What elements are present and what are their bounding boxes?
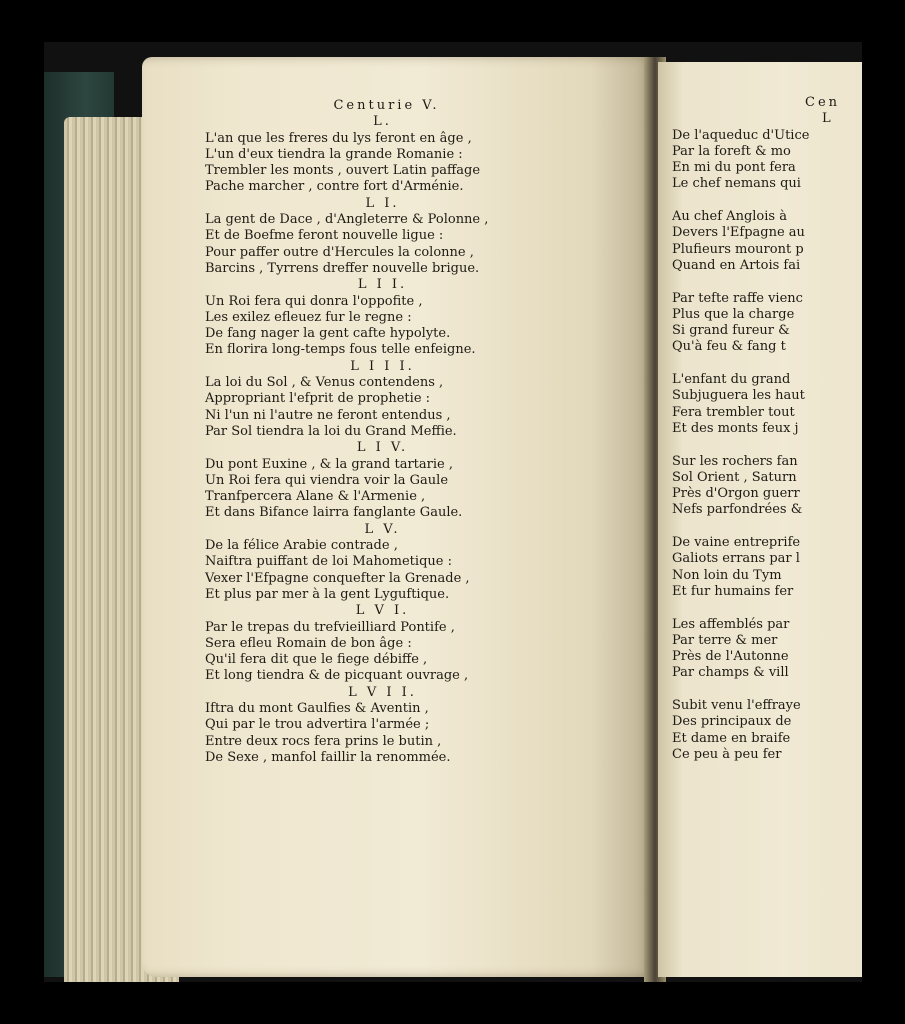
- verse-line: Qu'à feu & fang t: [672, 339, 786, 355]
- verse-line: Et fur humains fer: [672, 583, 794, 599]
- quatrain-number: L I V.: [356, 440, 409, 456]
- verse-line: Nefs parfondrées &: [672, 502, 803, 518]
- stanza-gap: [672, 519, 862, 535]
- verse-line: La loi du Sol , & Venus contendens ,: [205, 375, 444, 391]
- verse-line: Par le trepas du trefvieilliard Pontife ,: [205, 619, 455, 635]
- quatrain-number: L V.: [364, 521, 401, 537]
- verse-line: De fang nager la gent cafte hypolyte.: [205, 326, 451, 342]
- stanza-gap: [672, 193, 862, 209]
- verse-line: Le chef nemans qui: [672, 176, 801, 192]
- verse-line: Trembler les monts , ouvert Latin paffage: [205, 163, 481, 179]
- verse-line: Ce peu à peu fer: [672, 746, 782, 762]
- verse-line: En mi du pont fera: [672, 160, 796, 176]
- verse-line: Sur les rochers fan: [672, 453, 798, 469]
- verse-line: De l'aqueduc d'Utice: [672, 127, 810, 143]
- verse-line: La gent de Dace , d'Angleterre & Polonne ,: [205, 212, 489, 228]
- verse-line: Et dans Bifance lairra fanglante Gaule.: [205, 505, 463, 521]
- verse-line: De vaine entreprife: [672, 535, 801, 551]
- verse-line: Et dame en braife: [672, 730, 791, 746]
- quatrain-number: L I I.: [357, 277, 408, 293]
- verse-line: Naiftra puiffant de loi Mahometique :: [205, 554, 452, 570]
- verse-line: Sera efleu Romain de bon âge :: [205, 635, 412, 651]
- verse-line: Tranfpercera Alane & l'Armenie ,: [205, 489, 426, 505]
- verse-line: En florira long-temps fous telle enfeigne.: [205, 342, 476, 358]
- verse-line: Sol Orient , Saturn: [672, 469, 797, 485]
- verse-line: Vexer l'Efpagne conquefter la Grenade ,: [205, 570, 470, 586]
- verse-line: Devers l'Efpagne au: [672, 225, 805, 241]
- verse-line: Entre deux rocs fera prins le butin ,: [205, 733, 442, 749]
- quatrain-number: L I I I.: [350, 358, 415, 374]
- verse-line: Subjuguera les haut: [672, 388, 805, 404]
- verse-line: Par la foreft & mo: [672, 143, 791, 159]
- verse-line: Du pont Euxine , & la grand tartarie ,: [205, 456, 453, 472]
- verse-line: Quand en Artois fai: [672, 257, 801, 273]
- verse-line: Si grand fureur &: [672, 323, 790, 339]
- quatrain-number: L V I I.: [348, 684, 417, 700]
- verse-line: Et long tiendra & de picquant ouvrage ,: [205, 668, 469, 684]
- verse-line: Par terre & mer: [672, 632, 778, 648]
- verse-line: Près de l'Autonne: [672, 649, 789, 665]
- verse-line: Des principaux de: [672, 714, 792, 730]
- verse-line: Iftra du mont Gaulfies & Aventin ,: [205, 700, 429, 716]
- verse-line: Pour paffer outre d'Hercules la colonne ,: [205, 244, 474, 260]
- quatrain-number: L I.: [365, 195, 400, 211]
- verse-line: L'an que les freres du lys feront en âge ,: [205, 130, 472, 146]
- right-page-text: [672, 95, 862, 763]
- verse-line: Subit venu l'effraye: [672, 697, 801, 713]
- right-quatrain-number: L: [822, 111, 831, 127]
- verse-line: Plufieurs mouront p: [672, 241, 804, 257]
- verse-line: Un Roi fera qui donra l'oppofite ,: [205, 293, 423, 309]
- verse-line: Pache marcher , contre fort d'Arménie.: [205, 179, 464, 195]
- verse-line: Appropriant l'efprit de prophetie :: [205, 391, 431, 407]
- page-header: Centurie V.: [333, 98, 440, 113]
- verse-line: Et de Boefme feront nouvelle ligue :: [205, 228, 444, 244]
- verse-line: Qui par le trou advertira l'armée ;: [205, 717, 430, 733]
- stanza-gap: [672, 437, 862, 453]
- verse-line: Les affemblés par: [672, 616, 790, 632]
- right-page-header: Cen: [805, 95, 841, 110]
- verse-line: Barcins , Tyrrens dreffer nouvelle brigue.: [205, 260, 480, 276]
- quatrain-number: L V I.: [355, 603, 410, 619]
- stanza-gap: [672, 682, 862, 698]
- verse-line: Qu'il fera dit que le fiege débiffe ,: [205, 652, 428, 668]
- verse-line: Et plus par mer à la gent Lyguftique.: [205, 586, 450, 602]
- verse-line: Un Roi fera qui viendra voir la Gaule: [205, 472, 449, 488]
- stanza-gap: [672, 600, 862, 616]
- verse-line: Les exilez efleuez fur le regne :: [205, 309, 412, 325]
- verse-line: L'enfant du grand: [672, 372, 791, 388]
- stanza-gap: [672, 356, 862, 372]
- verse-line: Au chef Anglois à: [672, 209, 787, 225]
- verse-line: Plus que la charge: [672, 306, 795, 322]
- left-page-text: [205, 98, 550, 766]
- verse-line: Ni l'un ni l'autre ne feront entendus ,: [205, 407, 451, 423]
- stanza-gap: [672, 274, 862, 290]
- verse-line: Et des monts feux j: [672, 420, 799, 436]
- verse-line: Par champs & vill: [672, 665, 789, 681]
- verse-line: Non loin du Tym: [672, 567, 782, 583]
- verse-line: Fera trembler tout: [672, 404, 795, 420]
- verse-line: Par Sol tiendra la loi du Grand Meffie.: [205, 423, 457, 439]
- verse-line: Par tefte raffe vienc: [672, 290, 803, 306]
- verse-line: De Sexe , manfol faillir la renommée.: [205, 749, 451, 765]
- verse-line: Galiots errans par l: [672, 551, 800, 567]
- verse-line: Près d'Orgon guerr: [672, 486, 800, 502]
- verse-line: L'un d'eux tiendra la grande Romanie :: [205, 146, 463, 162]
- quatrain-number: L.: [373, 114, 392, 130]
- verse-line: De la félice Arabie contrade ,: [205, 538, 398, 554]
